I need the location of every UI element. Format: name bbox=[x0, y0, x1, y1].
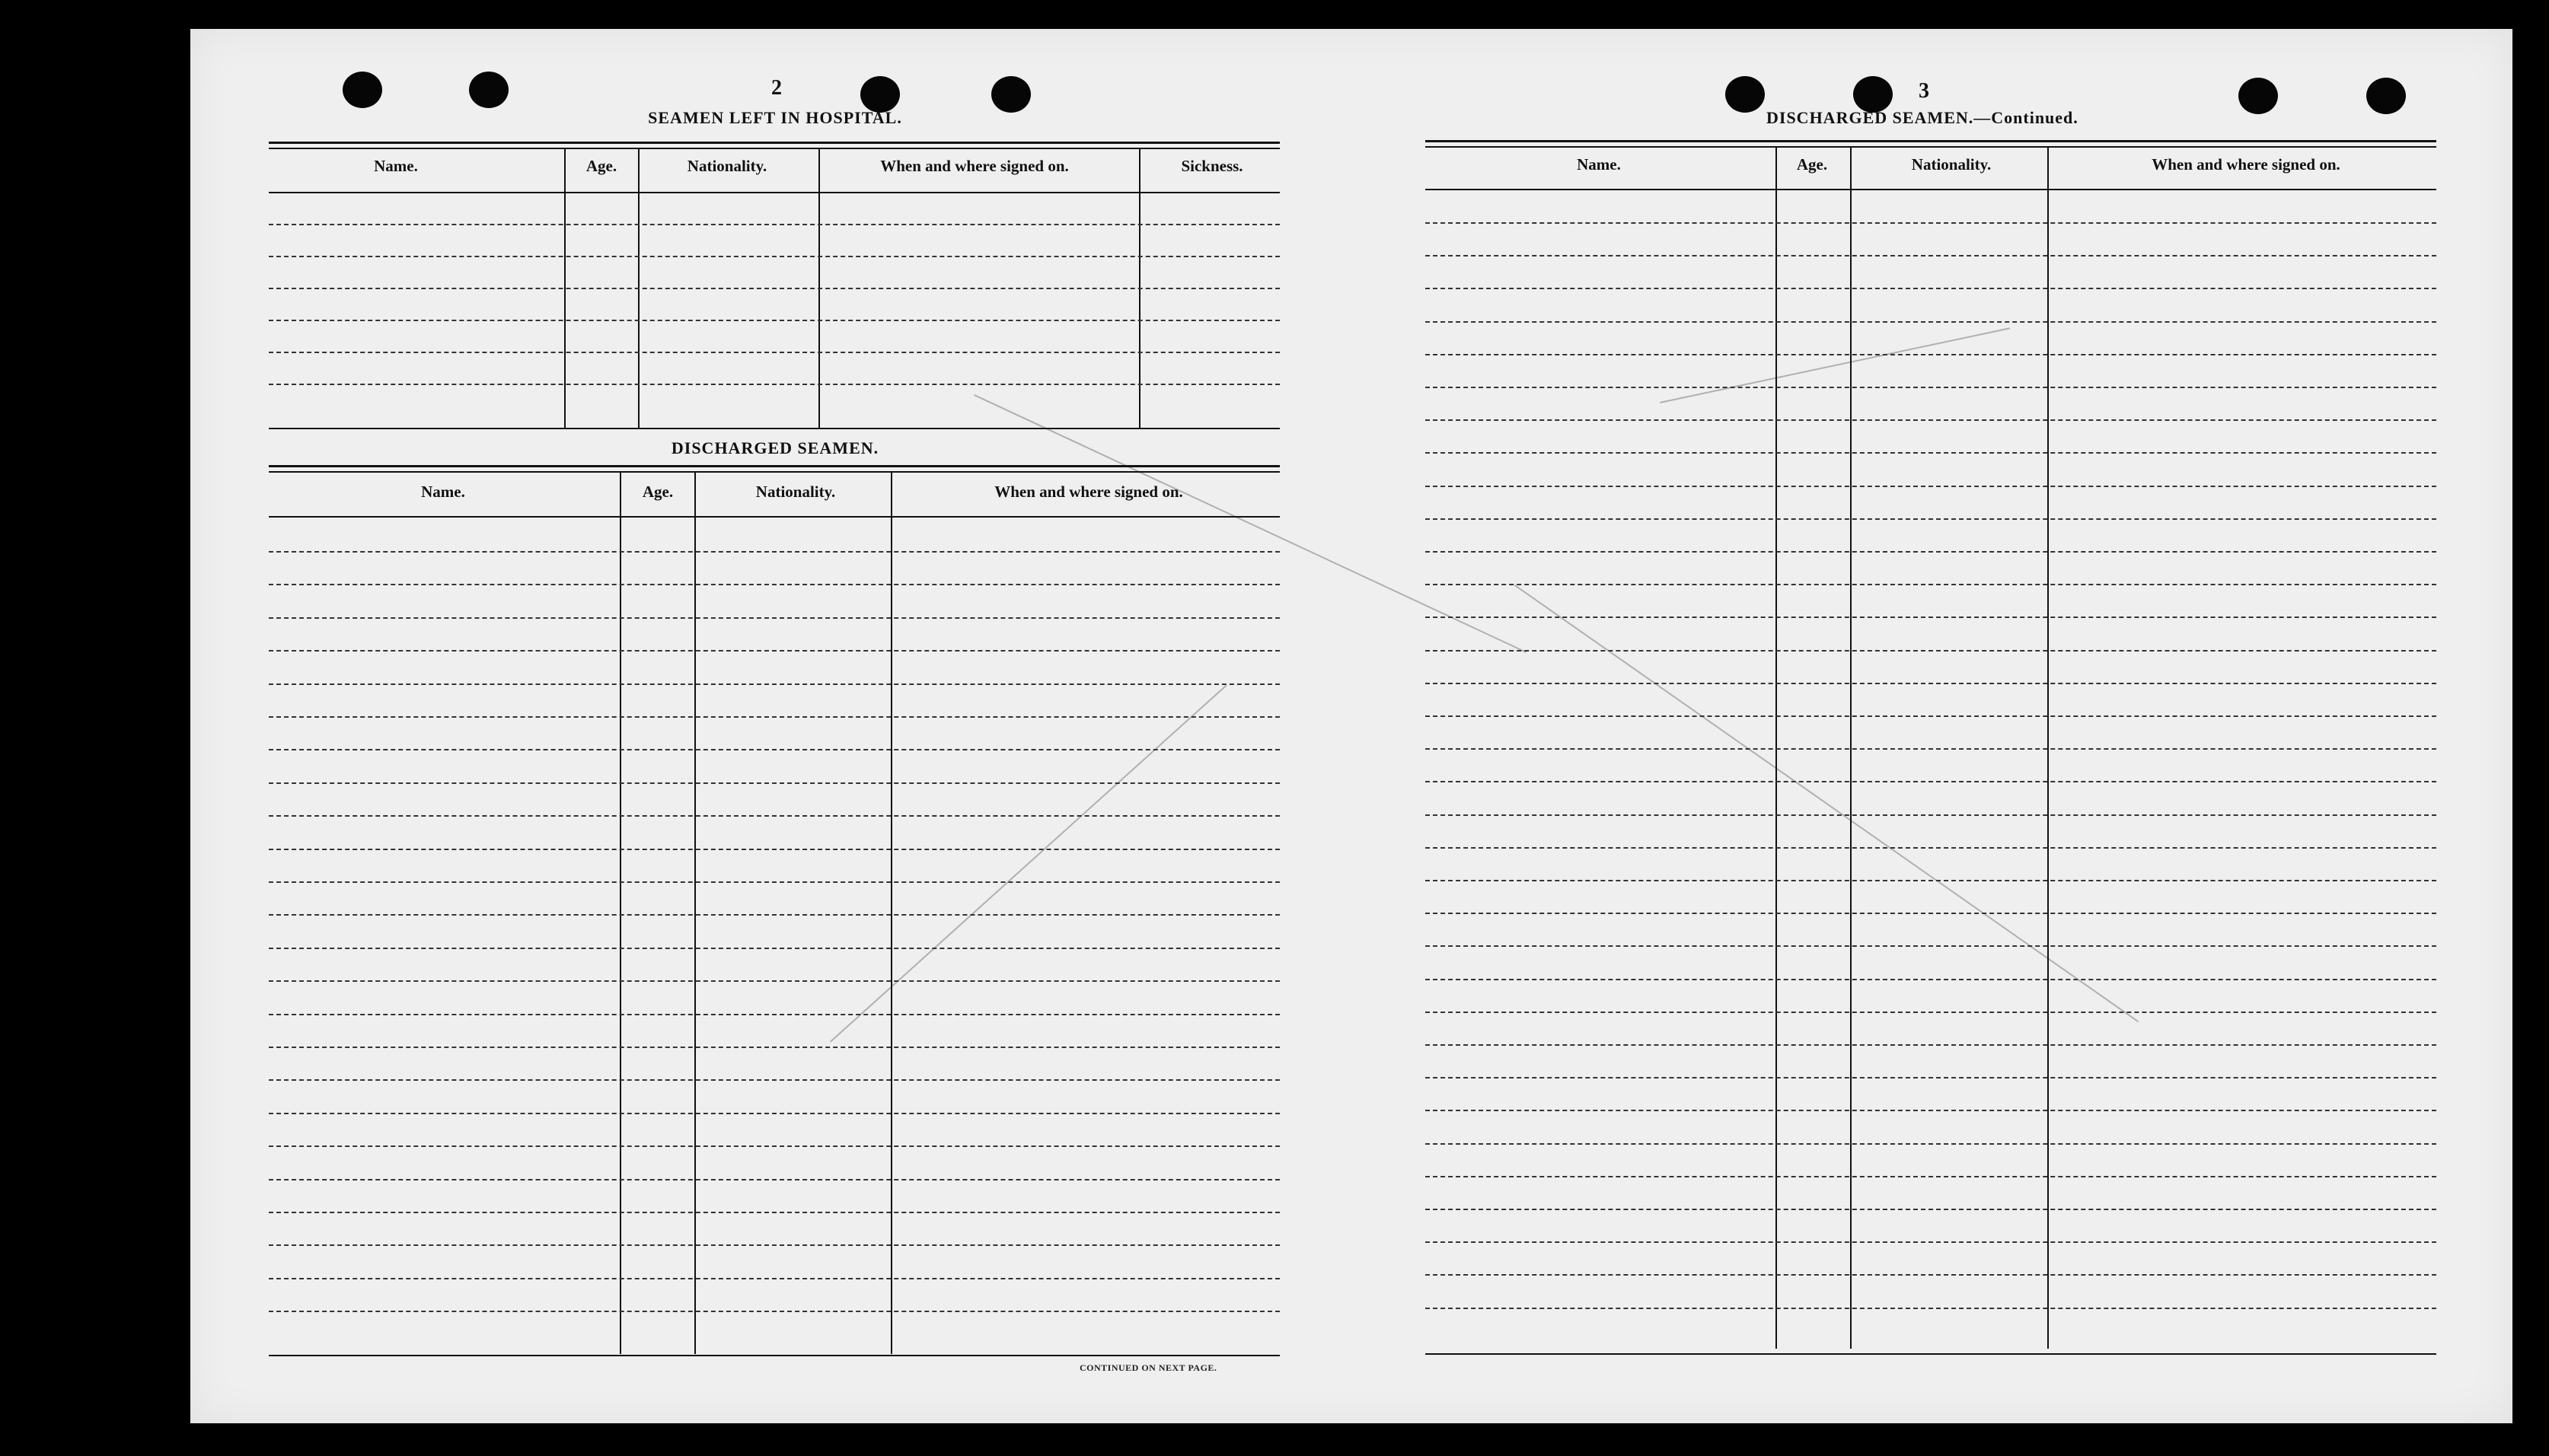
discharged-col-divider bbox=[694, 471, 696, 1354]
writing-line bbox=[269, 320, 1280, 321]
hospital-col-nationality: Nationality. bbox=[687, 157, 767, 175]
writing-line bbox=[1425, 715, 2436, 717]
writing-line bbox=[1425, 486, 2436, 487]
writing-line bbox=[269, 551, 1280, 553]
hospital-header-rule bbox=[269, 192, 1280, 193]
right-col-divider bbox=[1775, 146, 1777, 1349]
writing-line bbox=[269, 288, 1280, 289]
writing-line bbox=[269, 683, 1280, 685]
writing-line bbox=[1425, 913, 2436, 914]
right-top-rule-2 bbox=[1425, 146, 2436, 148]
writing-line bbox=[269, 1113, 1280, 1114]
discharged-section-title: DISCHARGED SEAMEN. bbox=[671, 438, 879, 457]
writing-line bbox=[1425, 518, 2436, 520]
writing-line bbox=[1425, 1143, 2436, 1145]
writing-line bbox=[269, 1014, 1280, 1015]
writing-line bbox=[1425, 288, 2436, 289]
hospital-top-rule bbox=[269, 142, 1280, 144]
writing-line bbox=[1425, 880, 2436, 881]
punch-hole bbox=[2366, 78, 2406, 114]
writing-line bbox=[1425, 452, 2436, 454]
right-col-divider bbox=[1850, 146, 1852, 1349]
discharged-col-name: Name. bbox=[421, 483, 465, 501]
discharged-col-divider bbox=[620, 471, 621, 1354]
writing-line bbox=[1425, 616, 2436, 618]
discharged-top-rule-2 bbox=[269, 471, 1280, 473]
writing-line bbox=[269, 384, 1280, 385]
hospital-col-signed-on: When and where signed on. bbox=[880, 157, 1069, 175]
writing-line bbox=[269, 584, 1280, 585]
writing-line bbox=[1425, 814, 2436, 816]
right-header-rule bbox=[1425, 189, 2436, 190]
punch-hole bbox=[469, 72, 509, 108]
punch-hole bbox=[991, 76, 1031, 113]
punch-hole bbox=[860, 76, 900, 113]
writing-line bbox=[1425, 650, 2436, 652]
hospital-col-sickness: Sickness. bbox=[1181, 157, 1243, 175]
writing-line bbox=[1425, 945, 2436, 947]
writing-line bbox=[1425, 1274, 2436, 1276]
discharged-col-signed-on: When and where signed on. bbox=[994, 483, 1183, 501]
discharged-top-rule bbox=[269, 465, 1280, 467]
writing-line bbox=[1425, 584, 2436, 585]
writing-line bbox=[269, 650, 1280, 652]
writing-line bbox=[269, 1047, 1280, 1048]
writing-line bbox=[1425, 1241, 2436, 1243]
writing-line bbox=[269, 716, 1280, 718]
writing-line bbox=[269, 914, 1280, 916]
writing-line bbox=[1425, 1209, 2436, 1210]
writing-line bbox=[269, 782, 1280, 784]
writing-line bbox=[269, 617, 1280, 619]
right-page-number: 3 bbox=[1919, 79, 1929, 103]
right-col-divider bbox=[2047, 146, 2049, 1349]
writing-line bbox=[269, 1278, 1280, 1279]
writing-line bbox=[1425, 1176, 2436, 1177]
writing-line bbox=[1425, 847, 2436, 849]
right-top-rule bbox=[1425, 140, 2436, 142]
writing-line bbox=[1425, 354, 2436, 355]
writing-line bbox=[269, 1179, 1280, 1180]
paper-crease bbox=[830, 685, 1227, 1043]
writing-line bbox=[1425, 255, 2436, 256]
continued-footnote: CONTINUED ON NEXT PAGE. bbox=[1080, 1362, 1217, 1373]
writing-line bbox=[1425, 1012, 2436, 1013]
punch-hole bbox=[1725, 76, 1765, 113]
discharged-header-rule bbox=[269, 516, 1280, 518]
punch-hole bbox=[1853, 76, 1893, 113]
right-col-nationality: Nationality. bbox=[1911, 155, 1992, 174]
writing-line bbox=[269, 1212, 1280, 1213]
writing-line bbox=[1425, 748, 2436, 750]
hospital-top-rule-2 bbox=[269, 148, 1280, 149]
writing-line bbox=[269, 881, 1280, 883]
hospital-section-title: SEAMEN LEFT IN HOSPITAL. bbox=[648, 108, 902, 127]
writing-line bbox=[1425, 1077, 2436, 1078]
hospital-col-age: Age. bbox=[585, 157, 617, 175]
discharged-col-age: Age. bbox=[642, 483, 674, 501]
writing-line bbox=[269, 256, 1280, 257]
hospital-bottom-rule bbox=[269, 428, 1280, 429]
writing-line bbox=[1425, 781, 2436, 782]
writing-line bbox=[269, 749, 1280, 750]
writing-line bbox=[269, 224, 1280, 225]
writing-line bbox=[1425, 979, 2436, 980]
writing-line bbox=[269, 980, 1280, 982]
writing-line bbox=[269, 948, 1280, 949]
writing-line bbox=[1425, 222, 2436, 224]
left-bottom-rule bbox=[269, 1355, 1280, 1356]
writing-line bbox=[269, 1244, 1280, 1246]
punch-hole bbox=[2238, 78, 2278, 114]
discharged-col-divider bbox=[891, 471, 892, 1354]
writing-line bbox=[1425, 1110, 2436, 1111]
paper-crease bbox=[1660, 327, 2010, 403]
hospital-col-name: Name. bbox=[374, 157, 418, 175]
writing-line bbox=[269, 1079, 1280, 1081]
right-col-signed-on: When and where signed on. bbox=[2152, 155, 2340, 174]
writing-line bbox=[1425, 683, 2436, 684]
writing-line bbox=[1425, 387, 2436, 388]
left-page-number: 2 bbox=[771, 76, 782, 100]
writing-line bbox=[269, 1145, 1280, 1147]
ledger-sheet bbox=[190, 29, 2512, 1423]
paper-crease bbox=[974, 394, 1527, 653]
writing-line bbox=[1425, 321, 2436, 323]
writing-line bbox=[269, 815, 1280, 817]
writing-line bbox=[1425, 419, 2436, 421]
writing-line bbox=[1425, 551, 2436, 553]
right-col-name: Name. bbox=[1577, 155, 1621, 174]
writing-line bbox=[269, 352, 1280, 353]
discharged-col-nationality: Nationality. bbox=[755, 483, 836, 501]
continued-section-title: DISCHARGED SEAMEN.—Continued. bbox=[1766, 108, 2078, 127]
right-col-age: Age. bbox=[1796, 155, 1828, 174]
writing-line bbox=[1425, 1308, 2436, 1309]
punch-hole bbox=[343, 72, 382, 108]
right-bottom-rule bbox=[1425, 1353, 2436, 1355]
writing-line bbox=[269, 1311, 1280, 1312]
writing-line bbox=[1425, 1044, 2436, 1046]
writing-line bbox=[269, 849, 1280, 850]
